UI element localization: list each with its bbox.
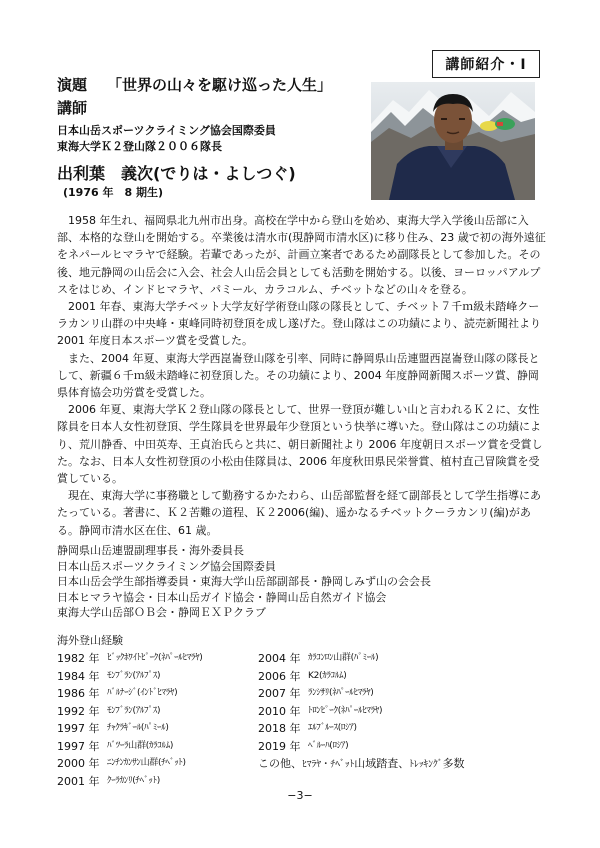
experience-peak: ﾁｬｸﾗｷﾞｰﾙ(ﾊﾟﾐｰﾙ) — [107, 723, 169, 733]
experience-peak: ﾄﾛﾝﾋﾟｰｸ(ﾈﾊﾟｰﾙﾋﾏﾗﾔ) — [308, 705, 383, 716]
experience-row — [57, 773, 203, 791]
experience-row — [258, 738, 382, 756]
affiliations-list — [57, 543, 431, 621]
lecture-title-line — [57, 74, 332, 95]
bio-paragraph: 2001 年春、東海大学チベット大学友好学術登山隊の隊長として、チベット７千ｍ級未踏峰クーラカンリ山群の中央峰・東峰同時初登頂を成し遂げた。登山隊はこの功績により、読売新聞社より 2001 年度日本スポーツ賞を受賞した。 — [57, 300, 541, 348]
experience-year: 2001 年 — [57, 774, 100, 788]
affiliation-item: 東海大学山岳部ＯＢ会・静岡ＥＸＰクラブ — [57, 606, 266, 620]
affiliation-item: 日本ヒマラヤ協会・日本山岳ガイド協会・静岡山岳自然ガイド協会 — [57, 590, 387, 604]
experience-year: 2004 年 — [258, 652, 301, 665]
portrait-photo — [371, 82, 535, 200]
lecturer-org-1: 日本山岳スポーツクライミング協会国際委員 — [57, 124, 276, 137]
experience-heading: 海外登山経験 — [57, 634, 123, 647]
experience-peak: ｶﾗｺﾝﾛﾝ山群(ﾊﾟﾐｰﾙ) — [308, 653, 379, 663]
experience-peak: ﾊﾞﾙﾅｰｼﾞ(ｲﾝﾄﾞﾋﾏﾗﾔ) — [107, 688, 178, 698]
experience-year: 1997 年 — [57, 722, 100, 735]
experience-year: 2010 年 — [258, 704, 301, 718]
section-badge: 講師紹介・Ⅰ — [432, 50, 540, 78]
experience-row — [258, 720, 382, 738]
experience-row — [258, 650, 382, 668]
experience-year: 1984 年 — [57, 669, 100, 683]
affiliation-item: 日本山岳スポーツクライミング協会国際委員 — [57, 559, 276, 573]
experience-row — [57, 650, 203, 668]
experience-row — [258, 685, 382, 703]
experience-row — [57, 703, 203, 721]
experience-row — [57, 668, 203, 686]
bio-paragraph: 1958 年生れ、福岡県北九州市出身。高校在学中から登山を始め、東海大学入学後山岳部に入部、本格的な登山を開始する。卒業後は清水市(現静岡市清水区)に移り住み、23 歳で初の海外遠征をネパールヒマラヤで経験。若輩であったが、計画立案者であるため副隊長として参加した。その後、地元静岡の山岳会に入会、社会人山岳会員としても活動を開始する。以後、ヨーロッパアルプスをはじめ、インドヒマラヤ、パミール、カラコルム、チベットなどの山々を登る。 — [57, 214, 546, 296]
bio-paragraph: 現在、東海大学に事務職として勤務するかたわら、山岳部監督を経て副部長として学生指導にあたっている。著書に、Ｋ２苦難の道程、Ｋ２2006(編)、遥かなるチベットクーラカンリ(編)がある。静岡市清水区在住、61 歳。 — [57, 489, 541, 537]
bio-paragraph: また、2004 年夏、東海大学西崑崙登山隊を引率、同時に静岡県山岳連盟西崑崙登山隊の隊長として、新疆６千ｍ級未踏峰に初登頂した。その功績により、2004 年度静岡新聞スポーツ賞、静岡県体育協会功労賞を受賞した。 — [57, 351, 540, 400]
experience-peak: ｴﾙﾌﾞﾙｰｽ(ﾛｼｱ) — [308, 723, 357, 733]
experience-peak: ｸｰﾗｶﾝﾘ(ﾁﾍﾞｯﾄ) — [107, 775, 160, 786]
biography — [57, 212, 547, 539]
experience-row — [57, 685, 203, 703]
experience-peak: ﾗﾝｼｻﾘ(ﾈﾊﾟｰﾙﾋﾏﾗﾔ) — [308, 688, 374, 698]
experience-row — [258, 668, 382, 686]
experience-year: 1997 年 — [57, 739, 100, 753]
experience-extra-note — [258, 755, 465, 771]
extra-region: ﾋﾏﾗﾔ・ﾁﾍﾞｯﾄ — [302, 759, 355, 770]
experience-year: 1982 年 — [57, 652, 100, 665]
experience-row — [258, 703, 382, 721]
lecturer-name: 出利葉 義次(でりは・よしつぐ) — [57, 164, 296, 183]
experience-peak: K2(ｶﾗｺﾙﾑ) — [308, 670, 347, 681]
affiliation-item: 静岡県山岳連盟副理事長・海外委員長 — [57, 544, 244, 557]
experience-list-left — [57, 650, 203, 790]
experience-peak: ﾓﾝﾌﾞﾗﾝ(ｱﾙﾌﾟｽ) — [107, 670, 161, 681]
experience-peak: ﾍﾞﾙｰﾊ(ﾛｼｱ) — [308, 740, 349, 751]
lecturer-org-2: 東海大学Ｋ２登山隊２００６隊長 — [57, 140, 222, 153]
extra-suffix: 多数 — [442, 757, 465, 770]
experience-row — [57, 738, 203, 756]
experience-peak: ﾋﾞｯｸﾎﾜｲﾄﾋﾟｰｸ(ﾈﾊﾟｰﾙﾋﾏﾗﾔ) — [107, 653, 203, 663]
experience-year: 2007 年 — [258, 687, 301, 700]
extra-trekking: ﾄﾚｯｷﾝｸﾞ — [409, 759, 443, 770]
lecture-title: 「世界の山々を駆け巡った人生」 — [107, 76, 333, 94]
lecturer-heading: 講師 — [57, 99, 88, 117]
experience-year: 2006 年 — [258, 669, 301, 683]
experience-year: 1986 年 — [57, 687, 100, 700]
portrait-photo-image — [371, 82, 535, 200]
bio-paragraph: 2006 年夏、東海大学Ｋ２登山隊の隊長として、世界一登頂が難しい山と言われるＫ２に、女性隊員を日本人女性初登頂、学生隊員を世界最年少登頂という快挙に導いた。登山隊はこの功績により、荒川静香、中田英寿、王貞治氏らと共に、朝日新聞社より 2006 年度朝日スポーツ賞を受賞した。なお、日本人女性初登頂の小松由佳隊員は、2006 年度秋田県民栄誉賞、植村直己冒険賞を受賞している。 — [57, 403, 543, 486]
affiliation-item: 日本山岳会学生部指導委員・東海大学山岳部副部長・静岡しみず山の会会長 — [57, 575, 431, 589]
extra-prefix: この他、 — [258, 757, 302, 770]
page-number: −3− — [287, 789, 313, 802]
experience-row — [57, 720, 203, 738]
experience-year: 2000 年 — [57, 757, 100, 770]
experience-row — [57, 755, 203, 773]
lecturer-class-year: (1976 年 8 期生) — [63, 186, 163, 199]
experience-peak: ﾊﾞﾂｰﾗ山群(ｶﾗｺﾙﾑ) — [107, 740, 174, 751]
experience-year: 1992 年 — [57, 704, 100, 718]
experience-peak: ﾓﾝﾌﾞﾗﾝ(ｱﾙﾌﾟｽ) — [107, 705, 161, 716]
experience-list-right — [258, 650, 382, 755]
experience-year: 2019 年 — [258, 739, 301, 753]
experience-year: 2018 年 — [258, 722, 301, 735]
extra-survey: 山域踏査、 — [354, 757, 410, 770]
experience-peak: ﾆﾝﾁﾝｶﾝｻﾝ山群(ﾁﾍﾞｯﾄ) — [107, 758, 186, 768]
lecture-label: 演題 — [57, 76, 88, 94]
